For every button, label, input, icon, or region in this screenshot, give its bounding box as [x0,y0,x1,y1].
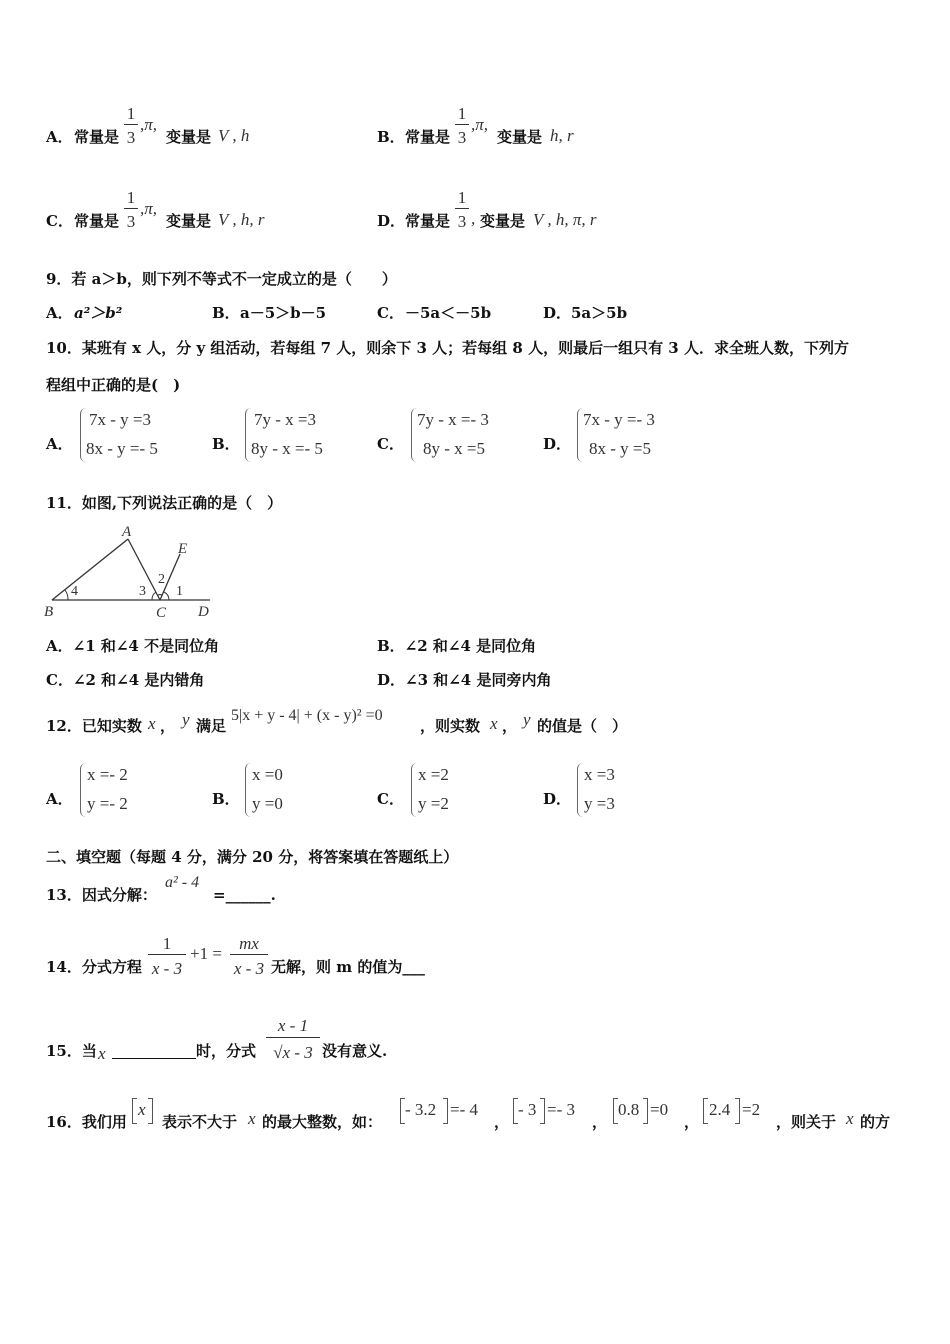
brace-icon [411,763,418,817]
variables: V , h, r [218,210,265,229]
q13-stem: 13．因式分解： [46,886,157,904]
option-label: B． [212,790,240,808]
q16-result-2: =- 3 [547,1100,575,1119]
option-text: 常量是 [405,128,451,146]
q12-comma: ， [160,717,176,735]
point-label-e: E [178,541,188,557]
fraction-bar [230,954,268,955]
option-label: A． [46,128,73,146]
constants-extra: ,π, [140,199,158,218]
q14-numerator-1: 1 [162,934,172,953]
floor-bracket-right [443,1098,448,1124]
fraction-bar [455,208,469,209]
option-text: 变量是 [166,212,212,230]
point-label-c: C [156,605,167,620]
fraction-denominator: 3 [457,212,467,231]
q16-sep-1: ， [494,1113,510,1131]
q16-text-3: ，则关于 [776,1113,837,1131]
q16-sep-2: ， [592,1113,608,1131]
q13-tail: =______. [213,886,276,904]
q15-tail-1: 时，分式 [196,1042,257,1060]
equation-1: x =3 [584,765,615,784]
equation-1: 7y - x =- 3 [417,410,489,429]
fraction-numerator: 1 [457,104,467,123]
q15-stem: 15．当 [46,1042,97,1060]
q14-denominator-1: x - 3 [151,959,183,978]
fraction-bar [148,954,186,955]
equation-2: y =3 [584,794,615,813]
q16-stem: 16．我们用 [46,1113,127,1131]
option-label: C． [46,212,73,230]
q14-numerator-2: mx [239,934,259,953]
q12-stem-c: ，则实数 [420,717,481,735]
equation-1: x =0 [252,765,283,784]
equation-2: 8y - x =- 5 [251,439,323,458]
q9-option-b: a－5＞b－5 [240,304,327,322]
equation-1: 7x - y =3 [89,410,151,429]
fraction-denominator: 3 [126,128,136,147]
q11-option-b: B．∠2 和∠4 是同位角 [377,637,537,655]
option-text: 变量是 [166,128,212,146]
q16-example-1: - 3.2 [405,1100,437,1119]
option-label: A． [46,790,73,808]
fraction-denominator: 3 [457,128,467,147]
floor-bracket-left [703,1098,708,1124]
q12-var-x2: x [490,714,498,733]
answer-blank [112,1058,196,1059]
q12-comma2: ， [502,717,518,735]
q12-equation: 5|x + y - 4| + (x - y)² =0 [231,707,383,724]
q16-result-3: =0 [650,1100,669,1119]
q15-var-x: x [98,1044,106,1063]
option-label: D． [543,790,572,808]
option-text: 常量是 [74,128,120,146]
angle-label-2: 2 [158,572,165,587]
q11-option-c: C．∠2 和∠4 是内错角 [46,671,205,689]
equation-1: 7y - x =3 [254,410,316,429]
q11-stem: 11．如图,下列说法正确的是（ ） [46,494,283,512]
option-text: 常量是 [74,212,120,230]
angle-label-1: 1 [176,584,183,599]
q10-stem-line2: 程组中正确的是( ) [46,376,181,394]
equation-1: 7x - y =- 3 [583,410,655,429]
equation-1: x =2 [418,765,449,784]
q14-tail: 无解，则 m 的值为___ [271,958,425,976]
q13-expression: a² - 4 [165,874,200,891]
floor-bracket-right [540,1098,545,1124]
q9-option-d: 5a＞5b [571,304,628,322]
angle-label-3: 3 [139,584,146,599]
q9-option-c-label: C． [377,304,404,322]
fraction-denominator: 3 [126,212,136,231]
q10-stem-line1: 10．某班有 x 人，分 y 组活动，若每组 7 人，则余下 3 人；若每组 8 人，则最后一组只有 3 人．求全班人数，下列方 [46,339,849,357]
q16-var-x: x [248,1109,256,1128]
option-text: 变量是 [497,128,543,146]
variables: V , h, π, r [533,210,597,229]
q16-text-1: 表示不大于 [162,1113,238,1131]
section-title: 二、填空题（每题 4 分，满分 20 分，将答案填在答题纸上） [46,848,459,866]
option-label: D． [377,212,406,230]
equation-2: 8x - y =- 5 [86,439,158,458]
q12-var-y2: y [523,710,531,729]
geometry-figure [40,520,220,620]
q14-stem: 14．分式方程 [46,958,142,976]
q9-option-b-label: B． [212,304,240,322]
q11-option-a: A．∠1 和∠4 不是同位角 [46,637,220,655]
q16-bracket-x: x [138,1100,146,1119]
constants-extra: ,π, [140,115,158,134]
equation-2: 8x - y =5 [589,439,651,458]
fraction-bar [124,208,138,209]
q14-plus: +1 = [190,944,222,963]
variables: h, r [550,126,574,145]
q16-result-1: =- 4 [450,1100,478,1119]
q12-var-x: x [148,714,156,733]
variables: V , h [218,126,250,145]
q12-stem-a: 12．已知实数 [46,717,142,735]
q12-stem-b: 满足 [196,717,227,735]
option-label: D． [543,435,572,453]
fraction-bar [455,124,469,125]
option-label: C． [377,435,404,453]
q11-option-d: D．∠3 和∠4 是同旁内角 [377,671,552,689]
q16-result-4: =2 [742,1100,761,1119]
q16-text-4: 的方 [860,1113,891,1131]
point-label-d: D [198,604,209,620]
q9-option-c: －5a＜－5b [405,304,492,322]
q9-option-d-label: D． [543,304,572,322]
fraction-bar [266,1037,320,1038]
fraction-numerator: 1 [457,188,467,207]
angle-label-4: 4 [71,584,78,599]
fraction-bar [124,124,138,125]
equation-2: y =2 [418,794,449,813]
option-text: 变量是 [480,212,526,230]
q16-sep-3: ， [684,1113,700,1131]
q16-var-x2: x [846,1109,854,1128]
point-label-a: A [122,524,132,540]
constants-extra: ,π, [471,115,489,134]
q16-example-2: - 3 [518,1100,537,1119]
q16-example-4: 2.4 [709,1100,731,1119]
option-label: B． [377,128,405,146]
fraction-numerator: 1 [126,104,136,123]
option-label: C． [377,790,404,808]
q15-tail-2: 没有意义. [322,1042,388,1060]
option-label: B． [212,435,240,453]
equation-2: y =- 2 [87,794,128,813]
q14-denominator-2: x - 3 [233,959,265,978]
brace-icon [245,763,252,817]
floor-bracket-right [643,1098,648,1124]
floor-bracket-left [132,1098,137,1124]
q9-stem: 9．若 a＞b，则下列不等式不一定成立的是（ ） [46,270,397,288]
q16-example-3: 0.8 [618,1100,640,1119]
fraction-numerator: 1 [126,188,136,207]
equation-1: x =- 2 [87,765,128,784]
option-label: A． [46,435,73,453]
q15-denominator: √x - 3 [273,1043,313,1062]
point-label-b: B [44,604,54,620]
equation-2: y =0 [252,794,283,813]
option-text: 常量是 [405,212,451,230]
brace-icon [577,763,584,817]
brace-icon [80,763,87,817]
floor-bracket-right [148,1098,153,1124]
q12-var-y: y [182,710,190,729]
equation-2: 8y - x =5 [423,439,485,458]
q9-option-a-label: A． [46,304,73,322]
q16-text-2: 的最大整数，如： [262,1113,383,1131]
q15-numerator: x - 1 [277,1016,309,1035]
q12-stem-d: 的值是（ ） [537,717,628,735]
floor-bracket-right [735,1098,740,1124]
constants-extra: , [471,209,476,228]
q9-option-a: a²＞b² [74,304,123,322]
